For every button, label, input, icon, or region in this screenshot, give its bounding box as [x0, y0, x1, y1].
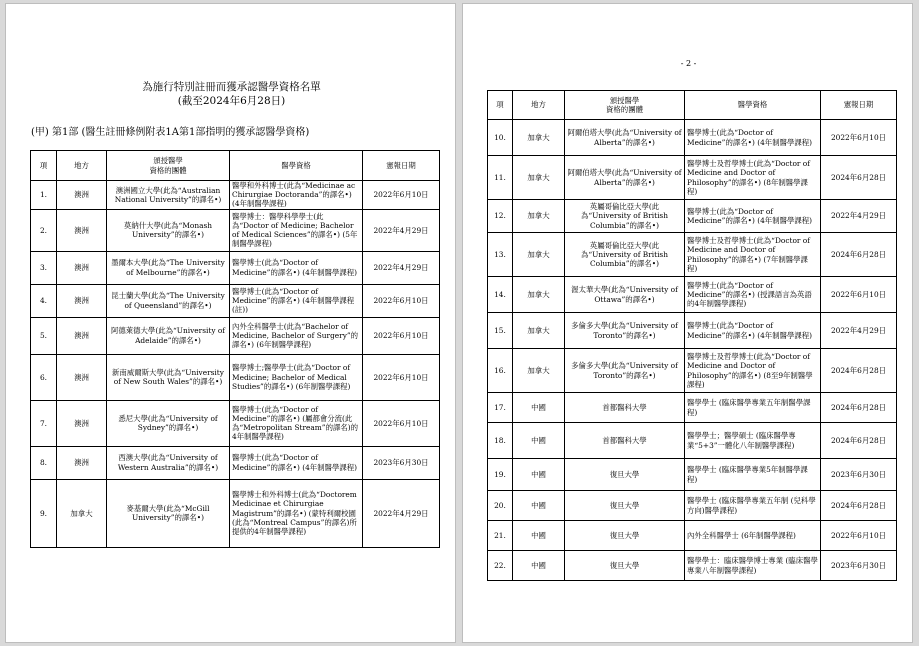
gazette-date-cell: 2022年6月10日 [363, 354, 440, 400]
awarding-body-cell: 復旦大學 [565, 491, 685, 521]
table-row [31, 446, 440, 479]
gazette-date-cell: 2022年6月10日 [363, 317, 440, 354]
gazette-date-cell: 2024年6月28日 [821, 393, 897, 423]
qualification-cell: 醫學博士：醫學科學學士(此為“Doctor of Medicine; Bachelor of Medical Sciences”的譯名•) (5年制醫學課程) [230, 209, 363, 251]
table-row [31, 317, 440, 354]
awarding-body-cell: 多倫多大學(此為“University of Toronto”的譯名•) [565, 349, 685, 393]
awarding-body-cell: 麥基爾大學(此為“McGill University”的譯名•) [107, 479, 230, 547]
qualification-cell: 醫學博士;醫學學士(此為“Doctor of Medicine; Bachelor of Medical Studies”的譯名•) (6年制醫學課程) [230, 354, 363, 400]
place-cell: 加拿大 [513, 233, 565, 277]
qualification-cell: 醫學學士 (臨床醫學專業5年制醫學課程) [685, 459, 821, 491]
item-number: 7. [31, 400, 57, 446]
document-date-subtitle: (截至2024年6月28日) [177, 95, 286, 107]
awarding-body-cell: 首都醫科大學 [565, 393, 685, 423]
table-row [488, 349, 897, 393]
table-row [488, 233, 897, 277]
qualification-cell: 內外全科醫學士 (6年制醫學課程) [685, 521, 821, 551]
item-number: 15. [488, 313, 513, 349]
place-cell: 中國 [513, 459, 565, 491]
place-cell: 中國 [513, 393, 565, 423]
place-cell: 澳洲 [57, 181, 107, 210]
place-cell: 澳洲 [57, 284, 107, 317]
column-header-place-cell: 地方 [513, 91, 565, 120]
item-number: 17. [488, 393, 513, 423]
item-number: 14. [488, 277, 513, 313]
qualification-cell: 醫學博士(此為“Doctor of Medicine”的譯名•) (4年制醫學課程) [685, 313, 821, 349]
table-row [488, 491, 897, 521]
column-header-gazette-date-cell: 憲報日期 [363, 151, 440, 181]
qualification-cell: 醫學學士：臨床醫學博士專業 (臨床醫學專業八年制醫學課程) [685, 551, 821, 581]
qualification-cell: 醫學學士 (臨床醫學專業五年制醫學課程) [685, 393, 821, 423]
qualification-cell: 醫學博士(此為“Doctor of Medicine”的譯名•) (授課語言為英語的4年制醫學課程) [685, 277, 821, 313]
item-number: 1. [31, 181, 57, 210]
qualification-cell: 醫學博士(此為“Doctor of Medicine”的譯名•) (4年制醫學課程) [685, 120, 821, 156]
qualification-cell: 醫學博士(此為“Doctor of Medicine”的譯名•) (4年制醫學課程) [230, 251, 363, 284]
gazette-date-cell: 2024年6月28日 [821, 156, 897, 200]
item-number: 6. [31, 354, 57, 400]
item-number: 12. [488, 200, 513, 233]
column-header-qualification-cell: 醫學資格 [230, 151, 363, 181]
awarding-body-cell: 新南威爾斯大學(此為“University of New South Wales”的譯名•) [107, 354, 230, 400]
qualification-cell: 醫學博士(此為“Doctor of Medicine”的譯名•) (屬都會分流(此為“Metropolitan Stream”的譯名)的4年制醫學課程) [230, 400, 363, 446]
place-cell: 加拿大 [513, 313, 565, 349]
gazette-date-cell: 2022年4月29日 [821, 200, 897, 233]
item-number: 11. [488, 156, 513, 200]
qualification-cell: 醫學博士及哲學博士(此為“Doctor of Medicine and Doctor of Philosophy”的譯名•) (8年制醫學課程) [685, 156, 821, 200]
awarding-body-cell: 昆士蘭大學(此為“The University of Queensland”的譯名•) [107, 284, 230, 317]
place-cell: 中國 [513, 423, 565, 459]
document-page-1 [5, 3, 456, 643]
qualification-cell: 醫學學士；醫學碩士 (臨床醫學專業“5+3”一體化八年制醫學課程) [685, 423, 821, 459]
awarding-body-cell: 阿德萊德大學(此為“University of Adelaide”的譯名•) [107, 317, 230, 354]
table-row [488, 551, 897, 581]
table-row [31, 181, 440, 210]
section-heading: (甲) 第1部 (醫生註冊條例附表1A第1部指明的獲承認醫學資格) [31, 127, 310, 138]
table-row [488, 120, 897, 156]
item-number: 22. [488, 551, 513, 581]
gazette-date-cell: 2022年6月10日 [363, 400, 440, 446]
table-row [488, 156, 897, 200]
item-number: 3. [31, 251, 57, 284]
awarding-body-cell: 復旦大學 [565, 551, 685, 581]
awarding-body-cell: 多倫多大學(此為“University of Toronto”的譯名•) [565, 313, 685, 349]
gazette-date-cell: 2023年6月30日 [821, 551, 897, 581]
qualification-cell: 醫學博士(此為“Doctor of Medicine”的譯名•) (4年制醫學課程(註)) [230, 284, 363, 317]
awarding-body-cell: 西澳大學(此為“University of Western Australia”的譯名•) [107, 446, 230, 479]
qualification-cell: 醫學博士及哲學博士(此為“Doctor of Medicine and Doctor of Philosophy”的譯名•) (7年制醫學課程) [685, 233, 821, 277]
qualification-cell: 醫學學士 (臨床醫學專業五年制 (兒科學方向)醫學課程) [685, 491, 821, 521]
place-cell: 加拿大 [513, 277, 565, 313]
table-row [488, 423, 897, 459]
table-row [31, 400, 440, 446]
column-header-item-number: 項 [488, 91, 513, 120]
table-row [488, 313, 897, 349]
gazette-date-cell: 2022年6月10日 [821, 521, 897, 551]
item-number: 9. [31, 479, 57, 547]
place-cell: 中國 [513, 491, 565, 521]
place-cell: 加拿大 [57, 479, 107, 547]
qualifications-table-part2 [487, 90, 897, 581]
column-header-place-cell: 地方 [57, 151, 107, 181]
place-cell: 澳洲 [57, 251, 107, 284]
column-header-item-number: 項 [31, 151, 57, 181]
awarding-body-cell: 首都醫科大學 [565, 423, 685, 459]
table-row [488, 459, 897, 491]
awarding-body-cell: 墨爾本大學(此為“The University of Melbourne”的譯名•) [107, 251, 230, 284]
table-row [31, 284, 440, 317]
item-number: 18. [488, 423, 513, 459]
qualification-cell: 內外全科醫學士(此為“Bachelor of Medicine, Bachelor of Surgery”的譯名•) (6年制醫學課程) [230, 317, 363, 354]
table-header-row [31, 151, 440, 181]
awarding-body-cell: 悉尼大學(此為“University of Sydney”的譯名•) [107, 400, 230, 446]
awarding-body-cell: 英屬哥倫比亞大學(此為“University of British Columbia”的譯名•) [565, 233, 685, 277]
table-row [488, 393, 897, 423]
gazette-date-cell: 2024年6月28日 [821, 349, 897, 393]
awarding-body-cell: 復旦大學 [565, 459, 685, 491]
gazette-date-cell: 2022年4月29日 [821, 313, 897, 349]
page-number: - 2 - [680, 59, 697, 68]
place-cell: 加拿大 [513, 349, 565, 393]
place-cell: 澳洲 [57, 446, 107, 479]
item-number: 2. [31, 209, 57, 251]
gazette-date-cell: 2022年4月29日 [363, 209, 440, 251]
table-row [31, 479, 440, 547]
gazette-date-cell: 2022年6月10日 [363, 284, 440, 317]
awarding-body-cell: 澳洲國立大學(此為“Australian National University”的譯名•) [107, 181, 230, 210]
gazette-date-cell: 2022年4月29日 [363, 251, 440, 284]
table-body [31, 181, 440, 548]
item-number: 19. [488, 459, 513, 491]
gazette-date-cell: 2024年6月28日 [821, 233, 897, 277]
place-cell: 加拿大 [513, 200, 565, 233]
awarding-body-cell: 英屬哥倫比亞大學(此為“University of British Columbia”的譯名•) [565, 200, 685, 233]
table-row [31, 251, 440, 284]
place-cell: 澳洲 [57, 209, 107, 251]
qualifications-table-part1 [30, 150, 440, 548]
awarding-body-cell: 阿爾伯塔大學(此為“University of Alberta”的譯名•) [565, 156, 685, 200]
table-row [488, 521, 897, 551]
gazette-date-cell: 2023年6月30日 [821, 459, 897, 491]
column-header-awarding-body-cell: 頒授醫學 資格的團體 [565, 91, 685, 120]
item-number: 16. [488, 349, 513, 393]
column-header-awarding-body-cell: 頒授醫學 資格的團體 [107, 151, 230, 181]
document-title: 為施行特別註冊而獲承認醫學資格名單 [142, 81, 321, 93]
awarding-body-cell: 渥太華大學(此為“University of Ottawa”的譯名•) [565, 277, 685, 313]
gazette-date-cell: 2024年6月28日 [821, 491, 897, 521]
table-row [31, 354, 440, 400]
item-number: 8. [31, 446, 57, 479]
table-row [488, 200, 897, 233]
table-body [488, 120, 897, 581]
column-header-gazette-date-cell: 憲報日期 [821, 91, 897, 120]
awarding-body-cell: 阿爾伯塔大學(此為“University of Alberta”的譯名•) [565, 120, 685, 156]
column-header-qualification-cell: 醫學資格 [685, 91, 821, 120]
awarding-body-cell: 復旦大學 [565, 521, 685, 551]
gazette-date-cell: 2022年4月29日 [363, 479, 440, 547]
item-number: 21. [488, 521, 513, 551]
table-header-row [488, 91, 897, 120]
table-row [31, 209, 440, 251]
item-number: 5. [31, 317, 57, 354]
place-cell: 中國 [513, 521, 565, 551]
place-cell: 澳洲 [57, 354, 107, 400]
place-cell: 澳洲 [57, 400, 107, 446]
item-number: 13. [488, 233, 513, 277]
qualification-cell: 醫學博士和外科博士(此為“Doctorem Medicinae et Chirurgiae Magistrum”的譯名•) (蒙特利爾校園(此為“Montreal Campus”的譯名)所提供的4年制醫學課程) [230, 479, 363, 547]
document-page-2 [462, 3, 913, 643]
gazette-date-cell: 2022年6月10日 [821, 120, 897, 156]
place-cell: 中國 [513, 551, 565, 581]
qualification-cell: 醫學和外科博士(此為“Medicinae ac Chirurgiae Doctoranda”的譯名•) (4年制醫學課程) [230, 181, 363, 210]
awarding-body-cell: 莫納什大學(此為“Monash University”的譯名•) [107, 209, 230, 251]
item-number: 10. [488, 120, 513, 156]
item-number: 4. [31, 284, 57, 317]
gazette-date-cell: 2022年6月10日 [821, 277, 897, 313]
gazette-date-cell: 2022年6月10日 [363, 181, 440, 210]
place-cell: 加拿大 [513, 156, 565, 200]
qualification-cell: 醫學博士(此為“Doctor of Medicine”的譯名•) (4年制醫學課程) [230, 446, 363, 479]
gazette-date-cell: 2023年6月30日 [363, 446, 440, 479]
place-cell: 加拿大 [513, 120, 565, 156]
item-number: 20. [488, 491, 513, 521]
qualification-cell: 醫學博士及哲學博士(此為“Doctor of Medicine and Doctor of Philosophy”的譯名•) (8至9年制醫學課程) [685, 349, 821, 393]
qualification-cell: 醫學博士(此為“Doctor of Medicine”的譯名•) (4年制醫學課程) [685, 200, 821, 233]
gazette-date-cell: 2024年6月28日 [821, 423, 897, 459]
table-row [488, 277, 897, 313]
place-cell: 澳洲 [57, 317, 107, 354]
